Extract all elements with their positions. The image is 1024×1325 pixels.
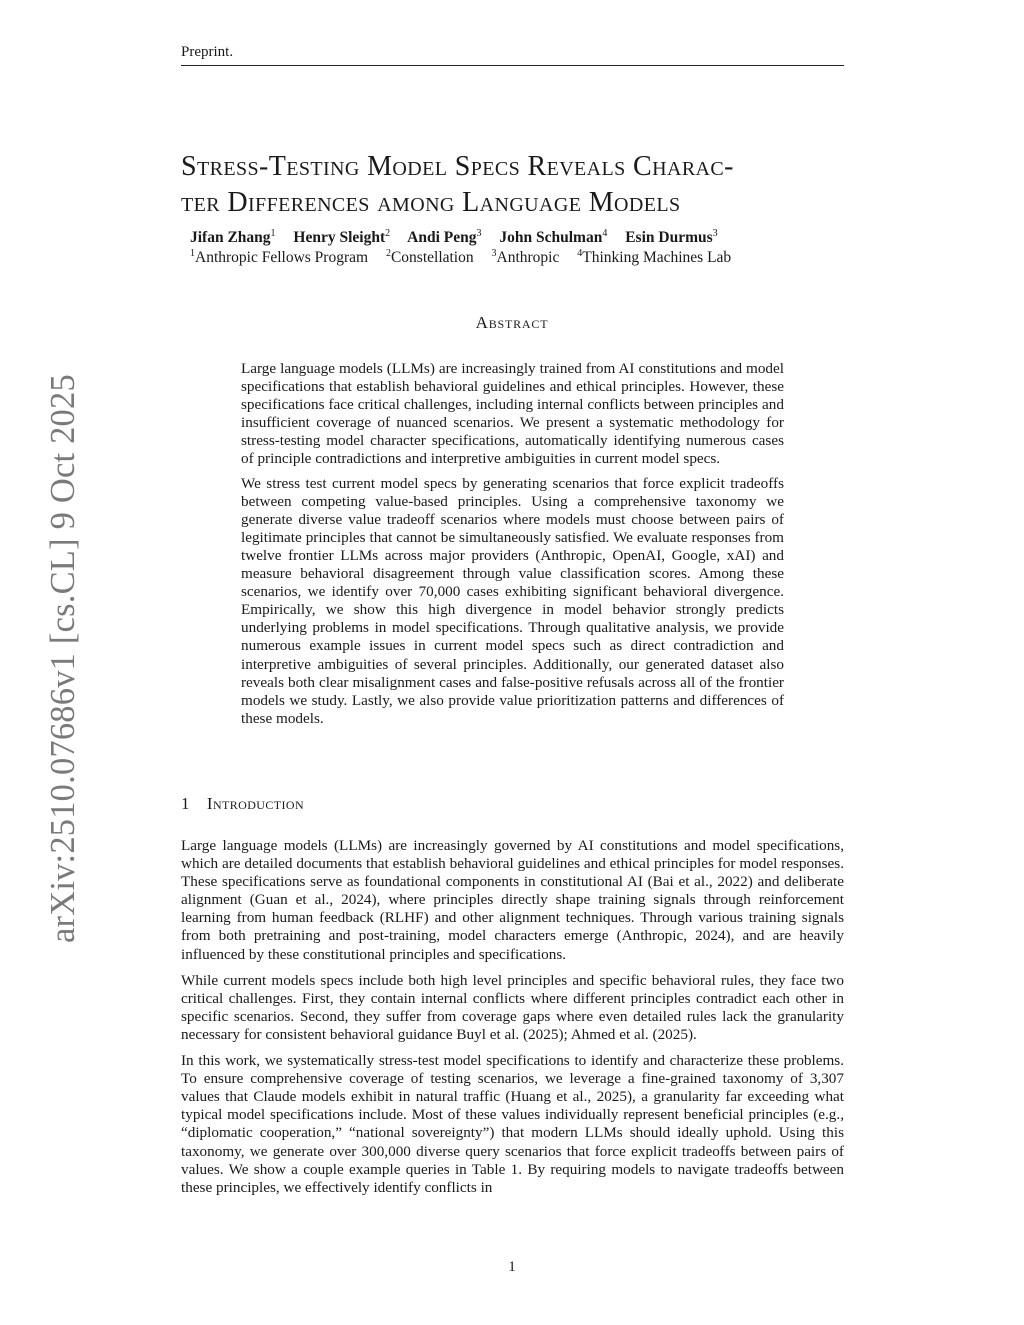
affiliation-name: Anthropic [496, 249, 560, 266]
title-line-2: ter Differences among Language Models [181, 186, 681, 218]
author-name: John Schulman [499, 229, 603, 246]
section-number: 1 [181, 794, 190, 813]
affiliation-mark: 3 [476, 227, 482, 239]
affiliation-mark: 3 [491, 247, 497, 259]
body-paragraph: Large language models (LLMs) are increasingly governed by AI constitutions and model specifications, which are detailed documents that establish behavioral guidelines and ethical principles for model responses. These specifications serve as foundational components in constitutional AI (Bai et al., 2022) and deliberate alignment (Guan et al., 2024), where principles directly shape training signals through reinforcement learning from human feedback (RLHF) and other alignment techniques. Through various training signals from both pretraining and post-training, model characters emerge (Anthropic, 2024), and are heavily influenced by these constitutional principles and specifications. [181, 837, 844, 963]
abstract-paragraph: Large language models (LLMs) are increasingly trained from AI constitutions and model specifications that establish behavioral guidelines and ethical principles. However, these specifications face critical challenges, including internal conflicts between principles and insufficient coverage of nuanced scenarios. We present a systematic methodology for stress-testing model character specifications, automatically identifying numerous cases of principle contradictions and interpretive ambiguities in current model specs. [241, 360, 784, 468]
affiliation-mark: 4 [577, 247, 583, 259]
affiliation [190, 249, 368, 266]
title-line-1: Stress-Testing Model Specs Reveals Charac- [181, 150, 734, 182]
affiliation [492, 249, 560, 266]
body-paragraph: In this work, we systematically stress-test model specifications to identify and characterize these problems. To ensure comprehensive coverage of testing scenarios, we leverage a fine-grained taxonomy of 3,307 values that Claude models exhibit in natural traffic (Huang et al., 2025), a granularity far exceeding what typical model specifications include. Most of these values individually represent beneficial principles (e.g., “diplomatic cooperation,” “national sovereignty”) that modern LLMs should ideally uphold. Using this taxonomy, we generate over 300,000 diverse query scenarios that force explicit tradeoffs between pairs of values. We show a couple example queries in Table 1. By requiring models to navigate tradeoffs between these principles, we effectively identify conflicts in [181, 1052, 844, 1196]
running-head: Preprint. [181, 44, 234, 60]
introduction-body [181, 837, 844, 1205]
author [499, 229, 607, 246]
arxiv-identifier[interactable]: arXiv:2510.07686v1 [cs.CL] 9 Oct 2025 [44, 374, 82, 943]
author-name: Henry Sleight [293, 229, 386, 246]
abstract-heading: Abstract [475, 313, 549, 332]
abstract-paragraph: We stress test current model specs by generating scenarios that force explicit tradeoffs between competing value-based principles. Using a comprehensive taxonomy we generate diverse value tradeoff scenarios where models must choose between pairs of legitimate principles that cannot be simultaneously satisfied. We evaluate responses from twelve frontier LLMs across major providers (Anthropic, OpenAI, Google, xAI) and measure behavioral disagreement through value classification scores. Among these scenarios, we identify over 70,000 cases exhibiting significant behavioral divergence. Empirically, we show this high divergence in model behavior strongly predicts underlying problems in model specifications. Through qualitative analysis, we provide numerous example issues in current model specs such as direct contradiction and interpretive ambiguities of several principles. Additionally, our generated dataset also reveals both clear misalignment cases and false-positive refusals across all of the frontier models we study. Lastly, we also provide value prioritization patterns and differences of these models. [241, 474, 784, 727]
body-paragraph: While current models specs include both high level principles and specific behavioral rules, they face two critical challenges. First, they contain internal conflicts where different principles contradict each other in specific scenarios. Second, they suffer from coverage gaps where even detailed rules lack the granularity necessary for consistent behavioral guidance Buyl et al. (2025); Ahmed et al. (2025). [181, 971, 844, 1043]
affiliation-mark: 4 [602, 227, 608, 239]
page-number: 1 [508, 1259, 516, 1275]
author-block [190, 228, 745, 268]
section-title: Introduction [206, 794, 305, 813]
affiliation-mark: 2 [385, 227, 391, 239]
affiliation-mark: 2 [385, 247, 391, 259]
header-rule [181, 65, 844, 66]
author-name: Andi Peng [407, 229, 477, 246]
paper-title [181, 149, 861, 221]
author-name: Jifan Zhang [190, 229, 271, 246]
author [190, 229, 276, 246]
author [293, 229, 390, 246]
affiliation-name: Constellation [390, 249, 474, 266]
affiliation-mark: 3 [712, 227, 718, 239]
affiliation-mark: 1 [270, 227, 276, 239]
author-name: Esin Durmus [625, 229, 713, 246]
affiliation-name: Anthropic Fellows Program [195, 249, 369, 266]
author-names [190, 228, 745, 248]
author [625, 229, 717, 246]
affiliation-mark: 1 [190, 247, 195, 259]
abstract-body [241, 360, 784, 734]
affiliation-list [190, 248, 745, 268]
affiliation [386, 249, 474, 266]
section-heading [181, 794, 304, 814]
affiliation [577, 249, 731, 266]
author [407, 229, 481, 246]
affiliation-name: Thinking Machines Lab [582, 249, 732, 266]
